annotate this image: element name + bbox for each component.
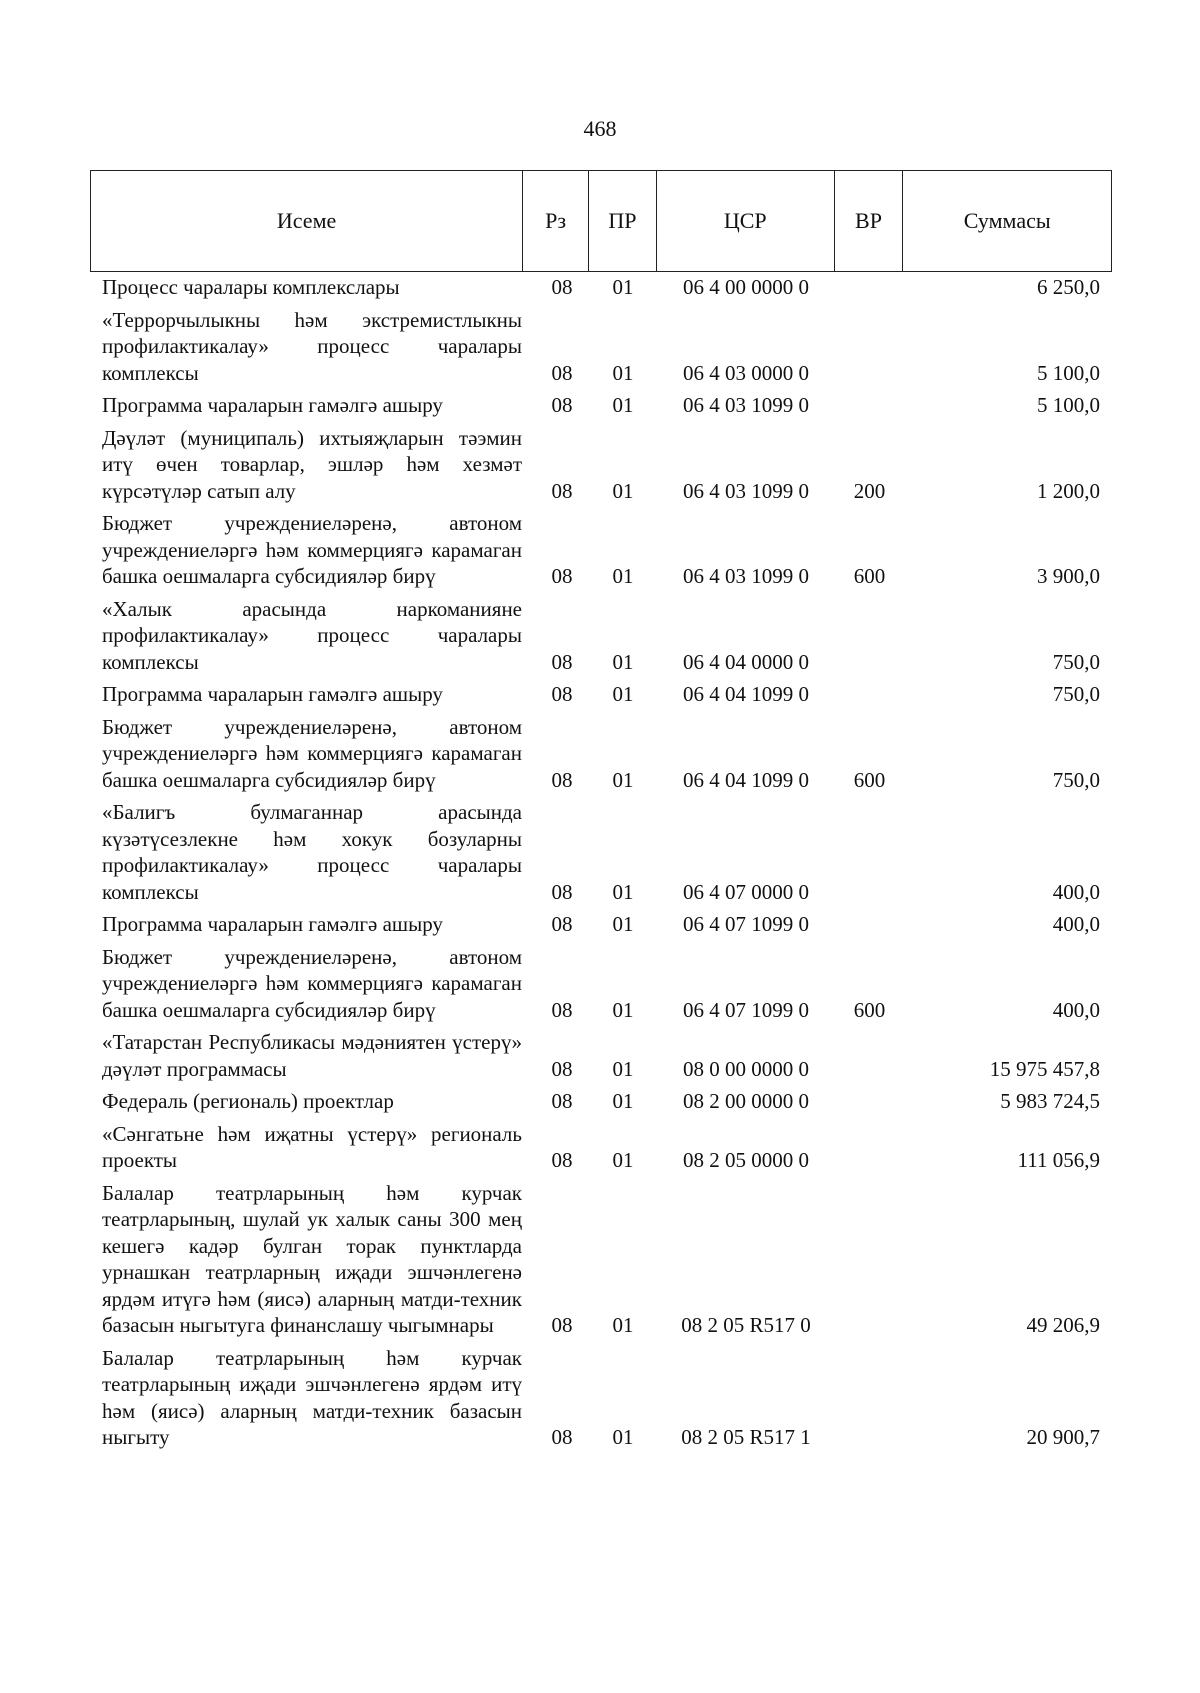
- row-name: Бюджет учреждениеләренә, автоном учреждениеләргә һәм коммерциягә карамаган башка оешмаларга субсидияләр бирү: [102, 944, 522, 1022]
- table-row: [90, 596, 1112, 676]
- row-rz: 08: [551, 879, 573, 904]
- row-pr: 01: [612, 360, 634, 385]
- table-row: [90, 1088, 1112, 1115]
- row-pr: 01: [612, 1313, 634, 1337]
- row-pr: 01: [612, 1425, 634, 1449]
- row-vr: 600: [853, 997, 886, 1022]
- row-csr: 08 2 05 0000 0: [683, 1148, 809, 1172]
- row-pr: 01: [612, 1089, 634, 1113]
- row-name: Балалар театрларының һәм курчак театрларының, шулай ук халык саны 300 мең кешегә кадәр булган торак пунктларда урнашкан театрларның иҗади эшчәнлегенә ярдәм итүгә һәм (яисә) аларның матди-техник базасын ныгытуга финанслашу чыгымнары: [102, 1180, 522, 1337]
- row-sum: 20 900,7: [1026, 1425, 1100, 1449]
- row-pr: 01: [612, 1056, 634, 1081]
- row-csr: 08 2 00 0000 0: [683, 1089, 809, 1113]
- row-name: Дәүләт (муниципаль) ихтыяҗларын тәэмин итү өчен товарлар, эшләр һәм хезмәт күрсәтүләр сатып алу: [102, 425, 522, 503]
- row-pr: 01: [612, 649, 634, 674]
- row-rz: 08: [551, 1056, 573, 1081]
- row-name: Программа чараларын гамәлгә ашыру: [102, 912, 443, 936]
- row-rz: 08: [551, 997, 573, 1022]
- row-pr: 01: [612, 478, 634, 503]
- row-pr: 01: [612, 912, 634, 936]
- row-sum: 6 250,0: [1037, 275, 1100, 299]
- row-csr: 06 4 07 0000 0: [683, 879, 809, 904]
- row-pr: 01: [612, 997, 634, 1022]
- row-pr: 01: [612, 1148, 634, 1172]
- table-row: [90, 307, 1112, 387]
- row-csr: 06 4 04 1099 0: [683, 682, 809, 706]
- row-rz: 08: [551, 1148, 573, 1172]
- row-sum: 1 200,0: [1037, 478, 1100, 503]
- row-name: Программа чараларын гамәлгә ашыру: [102, 393, 443, 417]
- table-row: [90, 681, 1112, 708]
- row-pr: 01: [612, 393, 634, 417]
- row-rz: 08: [551, 1313, 573, 1337]
- table-row: [90, 1345, 1112, 1451]
- header-vr: ВР: [835, 171, 904, 271]
- row-vr: 600: [853, 564, 886, 588]
- table-row: [90, 1180, 1112, 1339]
- row-rz: 08: [551, 1089, 573, 1113]
- row-sum: 5 100,0: [1037, 360, 1100, 385]
- row-pr: 01: [612, 767, 634, 792]
- table-row: [90, 911, 1112, 938]
- row-name: Программа чараларын гамәлгә ашыру: [102, 682, 443, 706]
- row-csr: 06 4 04 0000 0: [683, 649, 809, 674]
- header-csr: ЦСР: [657, 171, 835, 271]
- row-name: «Татарстан Республикасы мәдәниятен үстерү» дәүләт программасы: [102, 1030, 522, 1081]
- row-csr: 06 4 07 1099 0: [683, 912, 809, 936]
- table-row: [90, 425, 1112, 505]
- row-csr: 06 4 07 1099 0: [683, 997, 809, 1022]
- table-row: [90, 510, 1112, 590]
- row-csr: 06 4 03 0000 0: [683, 360, 809, 385]
- row-csr: 06 4 03 1099 0: [683, 478, 809, 503]
- row-csr: 06 4 03 1099 0: [683, 564, 809, 588]
- row-vr: 600: [853, 767, 886, 792]
- header-pr: ПР: [589, 171, 657, 271]
- header-sum: Суммасы: [963, 208, 1051, 233]
- row-rz: 08: [551, 767, 573, 792]
- row-csr: 06 4 04 1099 0: [683, 767, 809, 792]
- row-pr: 01: [612, 275, 634, 299]
- row-pr: 01: [612, 879, 634, 904]
- row-csr: 08 2 05 R517 1: [681, 1425, 811, 1449]
- table-row: [90, 274, 1112, 301]
- table-row: [90, 799, 1112, 905]
- row-sum: 750,0: [1052, 649, 1100, 674]
- page-number: 468: [583, 116, 617, 141]
- row-pr: 01: [612, 564, 634, 588]
- row-name: Балалар театрларының һәм курчак театрларының иҗади эшчәнлегенә ярдәм итү һәм (яисә) аларның матди-техник базасын ныгыту: [102, 1345, 522, 1449]
- header-name: Исеме: [91, 171, 523, 271]
- row-sum: 111 056,9: [1017, 1148, 1100, 1172]
- row-rz: 08: [551, 393, 573, 417]
- row-csr: 08 2 05 R517 0: [681, 1313, 811, 1337]
- table-row: [90, 944, 1112, 1024]
- row-name: Бюджет учреждениеләренә, автоном учреждениеләргә һәм коммерциягә карамаган башка оешмаларга субсидияләр бирү: [102, 714, 522, 792]
- row-name: «Халык арасында наркоманияне профилактикалау» процесс чаралары комплексы: [102, 596, 522, 674]
- row-name: Бюджет учреждениеләренә, автоном учреждениеләргә һәм коммерциягә карамаган башка оешмаларга субсидияләр бирү: [102, 511, 522, 588]
- row-name: «Балигъ булмаганнар арасында күзәтүсезлекне һәм хокук бозуларны профилактикалау» процесс чаралары комплексы: [102, 800, 522, 904]
- row-rz: 08: [551, 564, 573, 588]
- row-name: Процесс чаралары комплекслары: [102, 275, 400, 299]
- row-rz: 08: [551, 360, 573, 385]
- row-csr: 06 4 00 0000 0: [683, 275, 809, 299]
- header-rz: Рз: [523, 171, 589, 271]
- row-sum: 5 100,0: [1037, 393, 1100, 417]
- row-sum: 400,0: [1052, 997, 1100, 1022]
- row-sum: 400,0: [1052, 912, 1100, 936]
- table-row: [90, 392, 1112, 419]
- table-header: [90, 170, 1112, 272]
- table-row: [90, 1029, 1112, 1082]
- row-sum: 3 900,0: [1037, 564, 1100, 588]
- row-rz: 08: [551, 649, 573, 674]
- row-csr: 08 0 00 0000 0: [683, 1056, 809, 1081]
- row-name: «Сәнгатьне һәм иҗатны үстерү» региональ проекты: [102, 1121, 522, 1172]
- row-sum: 750,0: [1052, 767, 1100, 792]
- row-rz: 08: [551, 275, 573, 299]
- row-rz: 08: [551, 478, 573, 503]
- row-pr: 01: [612, 682, 634, 706]
- table-row: [90, 1121, 1112, 1174]
- row-sum: 5 983 724,5: [1000, 1089, 1100, 1113]
- row-csr: 06 4 03 1099 0: [683, 393, 809, 417]
- row-rz: 08: [551, 912, 573, 936]
- table-row: [90, 714, 1112, 794]
- table-body: [90, 274, 1112, 1457]
- row-rz: 08: [551, 1425, 573, 1449]
- row-sum: 15 975 457,8: [989, 1056, 1100, 1081]
- row-rz: 08: [551, 682, 573, 706]
- row-name: «Террорчылыкны һәм экстремистлыкны профилактикалау» процесс чаралары комплексы: [102, 307, 522, 385]
- row-vr: 200: [853, 478, 886, 503]
- row-sum: 49 206,9: [1026, 1313, 1100, 1337]
- row-sum: 750,0: [1052, 682, 1100, 706]
- row-name: Федераль (региональ) проектлар: [102, 1089, 394, 1113]
- row-sum: 400,0: [1052, 879, 1100, 904]
